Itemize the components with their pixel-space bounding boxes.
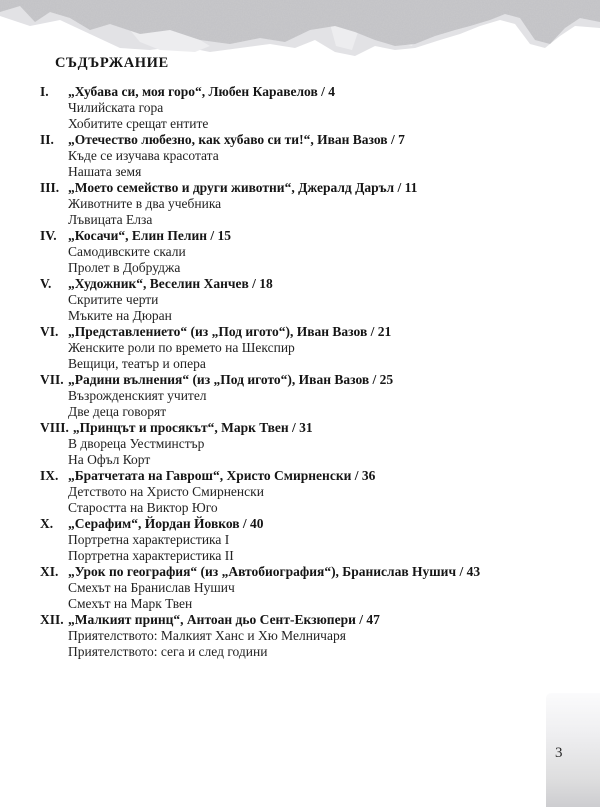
entry-subtitle: В двореца Уестминстър [68, 436, 205, 451]
entry-subtitle: Скритите черти [68, 292, 159, 307]
entry-subs [40, 436, 540, 468]
entry-numeral: VI. [40, 324, 59, 339]
toc-entry-head [40, 132, 540, 148]
entry-subs [40, 388, 540, 420]
entry-title: „Отечество любезно, как хубаво си ти!“, Иван Вазов / 7 [68, 132, 405, 147]
page-number-corner-box [546, 693, 600, 807]
entry-subs [40, 580, 540, 612]
toc-entry [40, 564, 540, 612]
entry-numeral: I. [40, 84, 49, 99]
entry-title: „Братчетата на Гаврош“, Христо Смирненски / 36 [68, 468, 376, 483]
entry-subtitle: Детството на Христо Смирненски [68, 484, 264, 499]
entry-subtitle: На Офъл Корт [68, 452, 151, 467]
entry-subs [40, 340, 540, 372]
entry-numeral: II. [40, 132, 54, 147]
entry-title: „Радини вълнения“ (из „Под игото“), Иван Вазов / 25 [68, 372, 394, 387]
entry-subtitle: Лъвицата Елза [68, 212, 153, 227]
entry-subtitle: Приятелството: сега и след години [68, 644, 268, 659]
entry-subs [40, 532, 540, 564]
toc-entry-head [40, 564, 540, 580]
entry-subs [40, 244, 540, 276]
toc-entry-head [40, 420, 540, 436]
entry-subs [40, 148, 540, 180]
entry-subtitle: Хобитите срещат ентите [68, 116, 209, 131]
entry-title: „Малкият принц“, Антоан дьо Сент-Екзюпери / 47 [68, 612, 380, 627]
toc-entry-head [40, 276, 540, 292]
toc-entry [40, 228, 540, 276]
entry-subtitle: Нашата земя [68, 164, 142, 179]
entry-subtitle: Смехът на Марк Твен [68, 596, 193, 611]
toc-entry [40, 372, 540, 420]
entry-subtitle: Две деца говорят [68, 404, 167, 419]
entry-numeral: IV. [40, 228, 57, 243]
entry-subtitle: Вещици, театър и опера [68, 356, 206, 371]
entry-subs [40, 292, 540, 324]
entry-title: „Серафим“, Йордан Йовков / 40 [68, 516, 264, 531]
toc-entry-head [40, 468, 540, 484]
entry-subtitle: Приятелството: Малкият Ханс и Хю Мелничаря [68, 628, 346, 643]
entry-subtitle: Женските роли по времето на Шекспир [68, 340, 295, 355]
entry-numeral: XI. [40, 564, 59, 579]
entry-subtitle: Мъките на Дюран [68, 308, 172, 323]
entry-subtitle: Възрожденският учител [68, 388, 207, 403]
entry-subtitle: Портретна характеристика I [68, 532, 230, 547]
toc-list [40, 84, 540, 660]
entry-subtitle: Самодивските скали [68, 244, 186, 259]
entry-title: „Моето семейство и други животни“, Джералд Даръл / 11 [68, 180, 418, 195]
entry-title: „Урок по география“ (из „Автобиография“), Бранислав Нушич / 43 [68, 564, 481, 579]
entry-numeral: XII. [40, 612, 64, 627]
entry-subtitle: Пролет в Добруджа [68, 260, 181, 275]
entry-numeral: VIII. [40, 420, 69, 435]
toc-entry-head [40, 516, 540, 532]
entry-title: „Принцът и просякът“, Марк Твен / 31 [72, 420, 313, 435]
toc-entry [40, 132, 540, 180]
entry-title: „Косачи“, Елин Пелин / 15 [68, 228, 232, 243]
toc-entry [40, 612, 540, 660]
entry-subtitle: Портретна характеристика II [68, 548, 234, 563]
toc-entry [40, 180, 540, 228]
entry-title: „Представлението“ (из „Под игото“), Иван Вазов / 21 [68, 324, 392, 339]
entry-subtitle: Старостта на Виктор Юго [68, 500, 218, 515]
toc-entry [40, 324, 540, 372]
entry-numeral: X. [40, 516, 54, 531]
toc-entry [40, 468, 540, 516]
entry-subtitle: Смехът на Бранислав Нушич [68, 580, 235, 595]
toc-entry-head [40, 324, 540, 340]
entry-numeral: V. [40, 276, 52, 291]
entry-subs [40, 628, 540, 660]
toc-entry [40, 420, 540, 468]
toc-entry [40, 276, 540, 324]
entry-numeral: VII. [40, 372, 64, 387]
entry-numeral: IX. [40, 468, 59, 483]
entry-subs [40, 100, 540, 132]
toc-entry [40, 84, 540, 132]
torn-paper-texture [0, 0, 600, 62]
toc-entry-head [40, 228, 540, 244]
entry-numeral: III. [40, 180, 60, 195]
toc-entry-head [40, 84, 540, 100]
page-title: СЪДЪРЖАНИЕ [55, 55, 169, 71]
entry-subtitle: Чилийската гора [68, 100, 164, 115]
entry-subtitle: Къде се изучава красотата [68, 148, 219, 163]
entry-subs [40, 196, 540, 228]
entry-title: „Хубава си, моя горо“, Любен Каравелов / 4 [68, 84, 336, 99]
toc-entry-head [40, 372, 540, 388]
toc-entry [40, 516, 540, 564]
toc-entry-head [40, 612, 540, 628]
page-number: 3 [555, 745, 563, 761]
entry-title: „Художник“, Веселин Ханчев / 18 [68, 276, 273, 291]
toc-entry-head [40, 180, 540, 196]
entry-subtitle: Животните в два учебника [68, 196, 222, 211]
entry-subs [40, 484, 540, 516]
